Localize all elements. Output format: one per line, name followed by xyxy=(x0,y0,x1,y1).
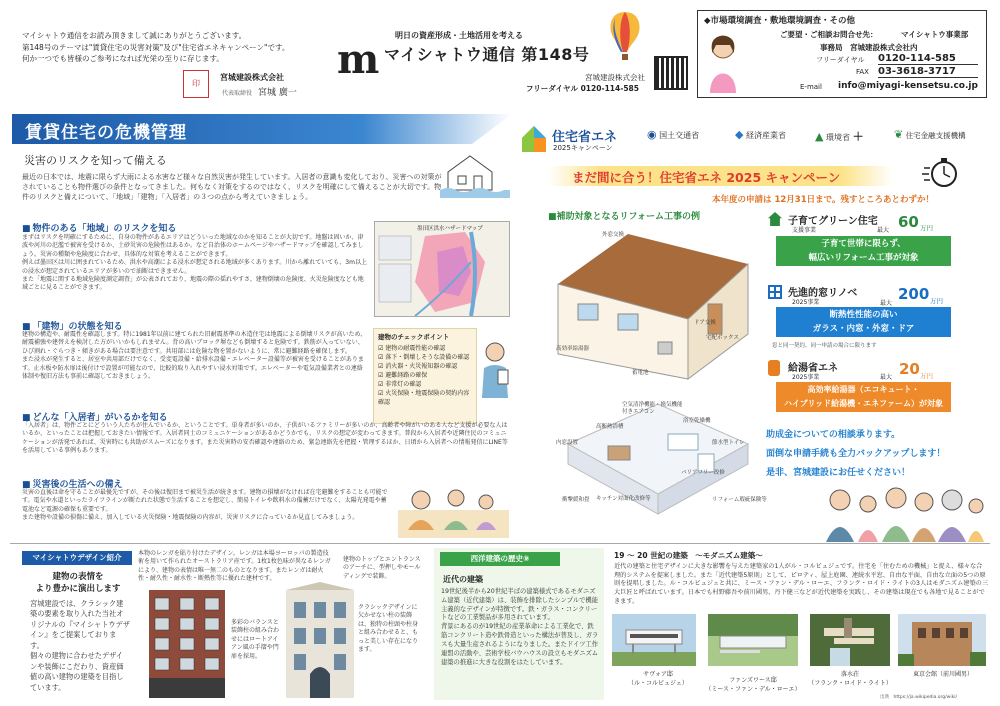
checkpoint-item-text: 建物の耐震性能の確認 xyxy=(385,345,446,352)
program-3-name: 給湯省エネ xyxy=(788,363,838,374)
reform-label: バリアフリー改修 xyxy=(681,470,725,476)
qr-code xyxy=(654,56,688,90)
program-3-sub: 2025事業 xyxy=(792,374,820,381)
program-1-amount: 60 xyxy=(898,213,919,231)
era-body: 近代の建築と住宅デザインに大きな影響を与えた建築家の1人がル・コルビュジェです。住宅を「住むための機械」と捉え、様々な合理的システムを提案しました。また「近代建築5原則」として、ピロティ、屋上庭園、連続水平窓、自由な平面、自由な立面の5つの原則を提唱しました。ル・コルビュジェと共に、ミース・ファン・デル・ローエ、フランク・ロイド・ライトの3人はモダニズム建築の三大巨匠と呼ばれています。日本でも村野藤吾や前川國男、丹下健三などが近代建築を実践し、その建築は現在でも各地で見ることができます。 xyxy=(614,563,989,605)
ministry-env: 環境省 xyxy=(826,133,851,142)
freedial-value: 0120-114-585 xyxy=(878,53,978,65)
stopwatch-icon xyxy=(922,158,960,188)
hazard-map xyxy=(374,221,510,317)
caption-2-author: （ミース・ファン・デル・ローエ） xyxy=(705,686,801,693)
caption-2-name: ファンズワース邸 xyxy=(729,677,777,684)
fax-label: FAX xyxy=(856,68,869,76)
contact-office: マイシャトウ事業部 xyxy=(901,30,969,39)
checklist-person-illustration xyxy=(478,340,512,400)
hazard-map-caption: 墨田区洪水ハザードマップ xyxy=(417,226,483,232)
meti-icon: ◆ xyxy=(735,128,744,141)
brand-logo-m: m xyxy=(337,36,380,83)
checkpoint-item xyxy=(378,389,472,407)
photo-tokyo-kaikan xyxy=(898,614,986,666)
program-1-house-icon xyxy=(768,212,782,226)
photo-farnsworth xyxy=(708,614,798,666)
checkpoint-item xyxy=(378,371,472,380)
mountain-icon: ▲ xyxy=(815,130,824,143)
reform-label: 宅配ボックス xyxy=(706,335,739,341)
newsletter-title: マイシャトウ通信 第148号 xyxy=(384,45,590,64)
program-1-unit: 万円 xyxy=(920,224,933,232)
photo-caption-2 xyxy=(704,675,802,693)
program-3-desc: 高効率給湯器（エコキュート・ ハイブリッド給湯機・エネファーム）が対象 xyxy=(776,382,951,412)
header-freedial: フリーダイヤル 0120-114-585 xyxy=(526,84,639,93)
section-area-body: まずはリスクを明確にするために、自身の物件があるエリアはどういった地域なのかを知ることが大切です。地盤は固いか、津波や河川の氾濫で被害を受けるか、土砂災害の危険性はあるか。など自治体のホームページやハザードマップを確認してみましょう。災害の種類や危険度に合わせ、具体的な対策を考えることができます。 例えば墨田区は川に囲まれているため、洪水や高潮による浸水が想定される地域が多くあります。川から離れていても、3m以上の浸水が想定されているエリアが多いので油断はできません。 また「地震に関する地域危険度測定調査」が公表されており、地震の際の揺れやすさ、建物倒壊の危険度、火災危険度なども地域ごとに見ることができます。 xyxy=(22,234,367,292)
header-company: 宮城建設株式会社 xyxy=(220,73,284,82)
history-body: 19世紀後半から20世紀半ばの建築様式であるモダニズム建築（近代建築）は、装飾を排除したシンプルで機能主義的なデザインが特徴です。鉄・ガラス・コンクリートなどの工業製品が多用されています。 背景にあるのが19世紀の産業革命による工業化で、鉄筋コンクリート造や鉄骨造といった構法が普及し、ガラスも大量生産されるようになりました。またドイツ工作連盟の活動や、芸術学校バウハウスの設立もモダニズム建築の推進に大きな役割をはたしています。 xyxy=(441,588,599,666)
reform-label: ドア交換 xyxy=(694,320,716,326)
reform-label: 内窓設置 xyxy=(556,440,579,446)
reform-label: 高効率給湯器 xyxy=(556,346,590,352)
program-1-sub: 支援事業 xyxy=(792,227,817,234)
section-building-title: ■ 「建物」の状態を知る xyxy=(22,319,123,332)
contact-office-2: 事務局 宮城建設株式会社内 xyxy=(820,43,918,52)
history-subtitle: 近代の建築 xyxy=(443,575,483,584)
design-tag: マイシャトウデザイン紹介 xyxy=(22,551,132,565)
program-3-water-heater-icon xyxy=(768,360,780,376)
caption-1-author: （ル・コルビュジェ） xyxy=(628,680,688,687)
eco-campaign-logo xyxy=(520,124,548,154)
checkpoint-box xyxy=(373,328,477,424)
program-3-amount: 20 xyxy=(899,360,920,378)
section-after-disaster-title: ■ 災害後の生活への備え xyxy=(22,477,123,490)
ministry-mlit: 国土交通省 xyxy=(659,131,700,140)
design-note-brick: 本物のレンガを貼り付けたデザイン。レンガは本場ヨーロッパの製造技術を用いて作られたオーストラリア産です。1枚1枚色味が異なるレンガにより、建物の表情は唯一無二のものとなります。またレンガは耐火性・耐久性・耐水性・断熱性等に優れた建材です。 xyxy=(138,550,331,583)
program-2-name: 先進的窓リノベ xyxy=(788,288,858,299)
checkpoint-item-text: 落下・倒壊しそうな設備の確認 xyxy=(385,354,470,361)
campaign-title: まだ間に合う！住宅省エネ 2025 キャンペーン xyxy=(572,170,841,185)
reform-label: 空気清浄機能・換気機能付きエアコン xyxy=(622,402,683,416)
operator-illustration xyxy=(706,31,740,93)
tagline: 明日の資産形成・土地活用を考える xyxy=(395,31,523,40)
reform-example-title: ■補助対象となるリフォーム工事の例 xyxy=(548,212,701,222)
caption-3-author: （フランク・ロイド・ライト） xyxy=(808,680,892,687)
checkpoint-list xyxy=(378,344,472,407)
bottom-divider xyxy=(10,543,990,544)
checkpoint-item xyxy=(378,380,472,389)
consult-line-1: 助成金についての相談承ります。 xyxy=(766,430,901,440)
design-heading: 建物の表情を より豊かに演出します xyxy=(35,572,121,594)
ministry-logo-env xyxy=(815,128,864,144)
deadline-text: 本年度の申請は 12月31日まで。残すところあとわずか！ xyxy=(712,195,934,205)
photo-fallingwater xyxy=(810,614,890,666)
section-building-body: 建物の構造や、耐震性を確認します。特に1981年以前に建てられた旧耐震基準の木造住宅は地震による倒壊リスクが高いため、耐震補強や建替えを検討した方がいいかもしれません。背の高いブロック塀なども倒壊すると危険です。鉄筋が入っていない、ひび割れ・ぐらつき・傾きがある場合は要注意です。共用部には危険な物を置かないように、常に避難経路を確保します。 また浸水が発生すると、居室や共用部だけでなく、受変電設備・給排水設備・エレベーター設備等が被害を受けることがあります。止水板や防水扉は後付けで設置が可能なので、比較的取り入れやすい浸水対策です。エレベーターや電気設備業者との連絡体制や復旧方法も事前に確認しておきましょう。 xyxy=(22,331,367,380)
photo-villa-savoye xyxy=(612,614,696,666)
reform-label: 外窓交換 xyxy=(602,232,625,238)
section-after-disaster-body: 災害の直後は命を守ることが最優先ですが、その後は復旧まで被災生活が続きます。建物の損壊がなければ在宅避難をすることも可能です。電気や水道といったライフラインが断たれた状態で生活することを想定し、簡易トイレや飲料水の備蓄だけでなく、太陽光発電や蓄電池など電源の確保も重要です。 また建物や設備の損傷に備え、加入している火災保険・地震保険の内容が、災害リスクに合っているか見直してみましょう。 xyxy=(22,489,388,522)
article-subtitle: 災害のリスクを知って備える xyxy=(24,154,167,167)
caption-4-name: 東京会館（前川國男） xyxy=(912,671,973,678)
ministry-jhf: 住宅金融支援機構 xyxy=(905,131,966,140)
program-1-desc: 子育て世帯に限らず、 幅広いリフォーム工事が対象 xyxy=(776,236,951,266)
intro-text: 最近の日本では、地震に限らず大雨による水害など様々な自然災害が発生しています。入居者の意識も変化しており、災害への対策がされていることも物件選びの条件となってきました。何もなく対策をするのではなく、リスクを明確にして備えることが大切です。物件のリスクと備えについて、「地域」「建物」「入居者」の３つの点から考えていきましょう。 xyxy=(22,173,442,202)
reform-label: 蓄電池 xyxy=(632,370,649,376)
family-illustration xyxy=(820,482,990,542)
evacuation-illustration xyxy=(396,470,511,540)
plus-icon: ＋ xyxy=(852,130,864,143)
freedial-label: フリーダイヤル xyxy=(816,56,865,64)
program-1-name: 子育てグリーン住宅 xyxy=(788,216,878,227)
section-area-title: ■ 物件のある「地域」のリスクを知る xyxy=(22,221,176,234)
reform-label: 衝撃緩和畳 xyxy=(562,497,590,503)
eco-logo-main: 住宅省エネ xyxy=(552,130,618,145)
reform-house-illustration xyxy=(548,224,758,384)
reform-label: リフォーム瑕疵保険等 xyxy=(712,497,767,503)
leaf-icon: ❦ xyxy=(894,128,904,141)
consult-line-3: 是非、宮城建設にお任せください！ xyxy=(766,468,911,478)
reform-label: 高断熱浴槽 xyxy=(596,424,624,430)
checkpoint-item xyxy=(378,362,472,371)
checkpoint-item xyxy=(378,353,472,362)
globe-icon: ◉ xyxy=(647,128,657,141)
program-3-unit: 万円 xyxy=(920,372,933,380)
fax-value: 03-3618-3717 xyxy=(878,66,978,78)
checkbox-icon: ☑ xyxy=(378,345,386,352)
checkbox-icon: ☑ xyxy=(378,354,386,361)
photo-source: 出典 https://ja.wikipedia.org/wiki/ xyxy=(880,695,957,700)
design-body: 宮城建設では、クラシック建築の要素を取り入れた当社オリジナルの『マイシャトウデザイン』をご提案しております。 個々の建物に合わせたデザインや装飾にこだわり、資産価値の高い建物の建築を目指しています。 xyxy=(30,599,130,692)
article-title: 賃貸住宅の危機管理 xyxy=(25,123,187,143)
brick-building-photo xyxy=(145,586,229,698)
design-note-arch: 建物のトップとエントランスのアーチに、型押しやモールディングで装飾。 xyxy=(343,556,421,580)
ministry-logo-meti xyxy=(735,128,786,141)
checkpoint-item-text: 火災保険・地震保険の契約内容確認 xyxy=(378,390,470,406)
checkpoint-item-text: 非常灯の確認 xyxy=(385,381,422,388)
email-value: info@miyagi-kensetsu.co.jp xyxy=(838,81,978,91)
reform-label: 浴室乾燥機 xyxy=(683,418,711,424)
design-note-column: クラシックデザインに欠かせない柱の装飾は、独特の柱頭や柱身と組み合わせると、もっと美しい存在になります。 xyxy=(358,604,419,653)
stamp-seal: 印 xyxy=(183,70,209,98)
checkpoint-title: 建物のチェックポイント xyxy=(378,333,450,341)
checkbox-icon: ☑ xyxy=(378,381,386,388)
email-label: E-mail xyxy=(800,83,822,91)
reform-label: 節水型トイレ xyxy=(712,440,745,446)
caption-3-name: 落水荘 xyxy=(840,671,859,678)
checkpoint-item-text: 避難経路の確保 xyxy=(385,372,428,379)
ministry-logo-jhf xyxy=(894,128,966,141)
arch-building-photo xyxy=(284,580,356,698)
checkbox-icon: ☑ xyxy=(378,390,386,397)
balloon-icon xyxy=(607,10,643,65)
caption-1-name: サヴォア邸 xyxy=(643,671,673,678)
program-2-window-icon xyxy=(768,285,782,299)
checkpoint-item xyxy=(378,344,472,353)
era-title: 19 ～ 20 世紀の建築 ～モダニズム建築～ xyxy=(614,551,763,560)
checkbox-icon: ☑ xyxy=(378,372,386,379)
greeting-text: マイシャトウ通信をお読み頂きまして誠にありがとうございます。 第148号のテーマは"賃貸住宅の災害対策"及び"住宅省エネキャンペーン"です。 何か一つでも皆様のご参考になれば光栄の至りに存じます。 xyxy=(22,31,290,64)
program-2-desc: 断熱性性能の高い ガラス・内窓・外窓・ドア xyxy=(776,307,951,337)
rep-name: 宮城 廣一 xyxy=(258,88,297,98)
ministry-meti: 経済産業省 xyxy=(746,131,787,140)
header-company-2: 宮城建設株式会社 xyxy=(585,73,645,82)
section-residents-body: 「入居者」は、物件ごとにどういう人たちが住んでいるか、ということです。単身者が多いのか、子供がいるファミリーが多いのか、高齢者や障がいのある人など支援が必要な人はいるか、といったことは把握しておきたい情報です。入居者同士のコミュニケーションがあるかどうかでも、リスクの想定が変わってきます。普段から入居者や近隣住民のコミュニケーションが活発であれば、災害時にも共助がスムーズになります。また災害時の安否確認や連絡のため、緊急連絡先を把握・管理するほか、日頃から入居者への情報発信にLINE等を活用している事例もあります。 xyxy=(22,422,508,455)
history-tag: 西洋建築の歴史⑨ xyxy=(440,552,560,566)
program-1-max: 最大 xyxy=(877,227,890,234)
contact-box xyxy=(697,10,987,98)
program-2-max: 最大 xyxy=(880,300,893,307)
photo-caption-3 xyxy=(808,669,892,687)
program-2-note: 窓と同一契約、同一申請の場合に限ります xyxy=(772,343,877,349)
program-2-amount: 200 xyxy=(898,285,930,303)
rep-role: 代表取締役 xyxy=(222,90,253,97)
checkbox-icon: ☑ xyxy=(378,363,386,370)
eco-logo-sub: 2025キャンペーン xyxy=(553,144,613,152)
program-2-sub: 2025事業 xyxy=(792,299,820,306)
program-2-unit: 万円 xyxy=(930,297,943,305)
photo-caption-1 xyxy=(618,669,698,687)
ministry-logo-mlit xyxy=(647,128,699,141)
program-3-max: 最大 xyxy=(880,374,893,381)
contact-heading: ◆市場環境調査・敷地環境調査・その他 xyxy=(704,16,856,26)
photo-caption-4 xyxy=(898,669,988,678)
design-note-balcony: 多彩のバランスと装飾柱の組み合わせにはロートアイアン風の手摺や門扉を採用。 xyxy=(231,619,280,660)
reform-label: キッチン対面化改修等 xyxy=(596,496,651,502)
contact-line: ご要望・ご相談お問合せ先： xyxy=(780,30,878,39)
checkpoint-item-text: 消火器・火災報知器の確認 xyxy=(385,363,458,370)
house-flood-illustration xyxy=(440,150,510,198)
consult-line-2: 面倒な申請手続も全力バックアップします！ xyxy=(766,449,946,459)
section-residents-title: ■ どんな「入居者」がいるかを知る xyxy=(22,410,168,423)
